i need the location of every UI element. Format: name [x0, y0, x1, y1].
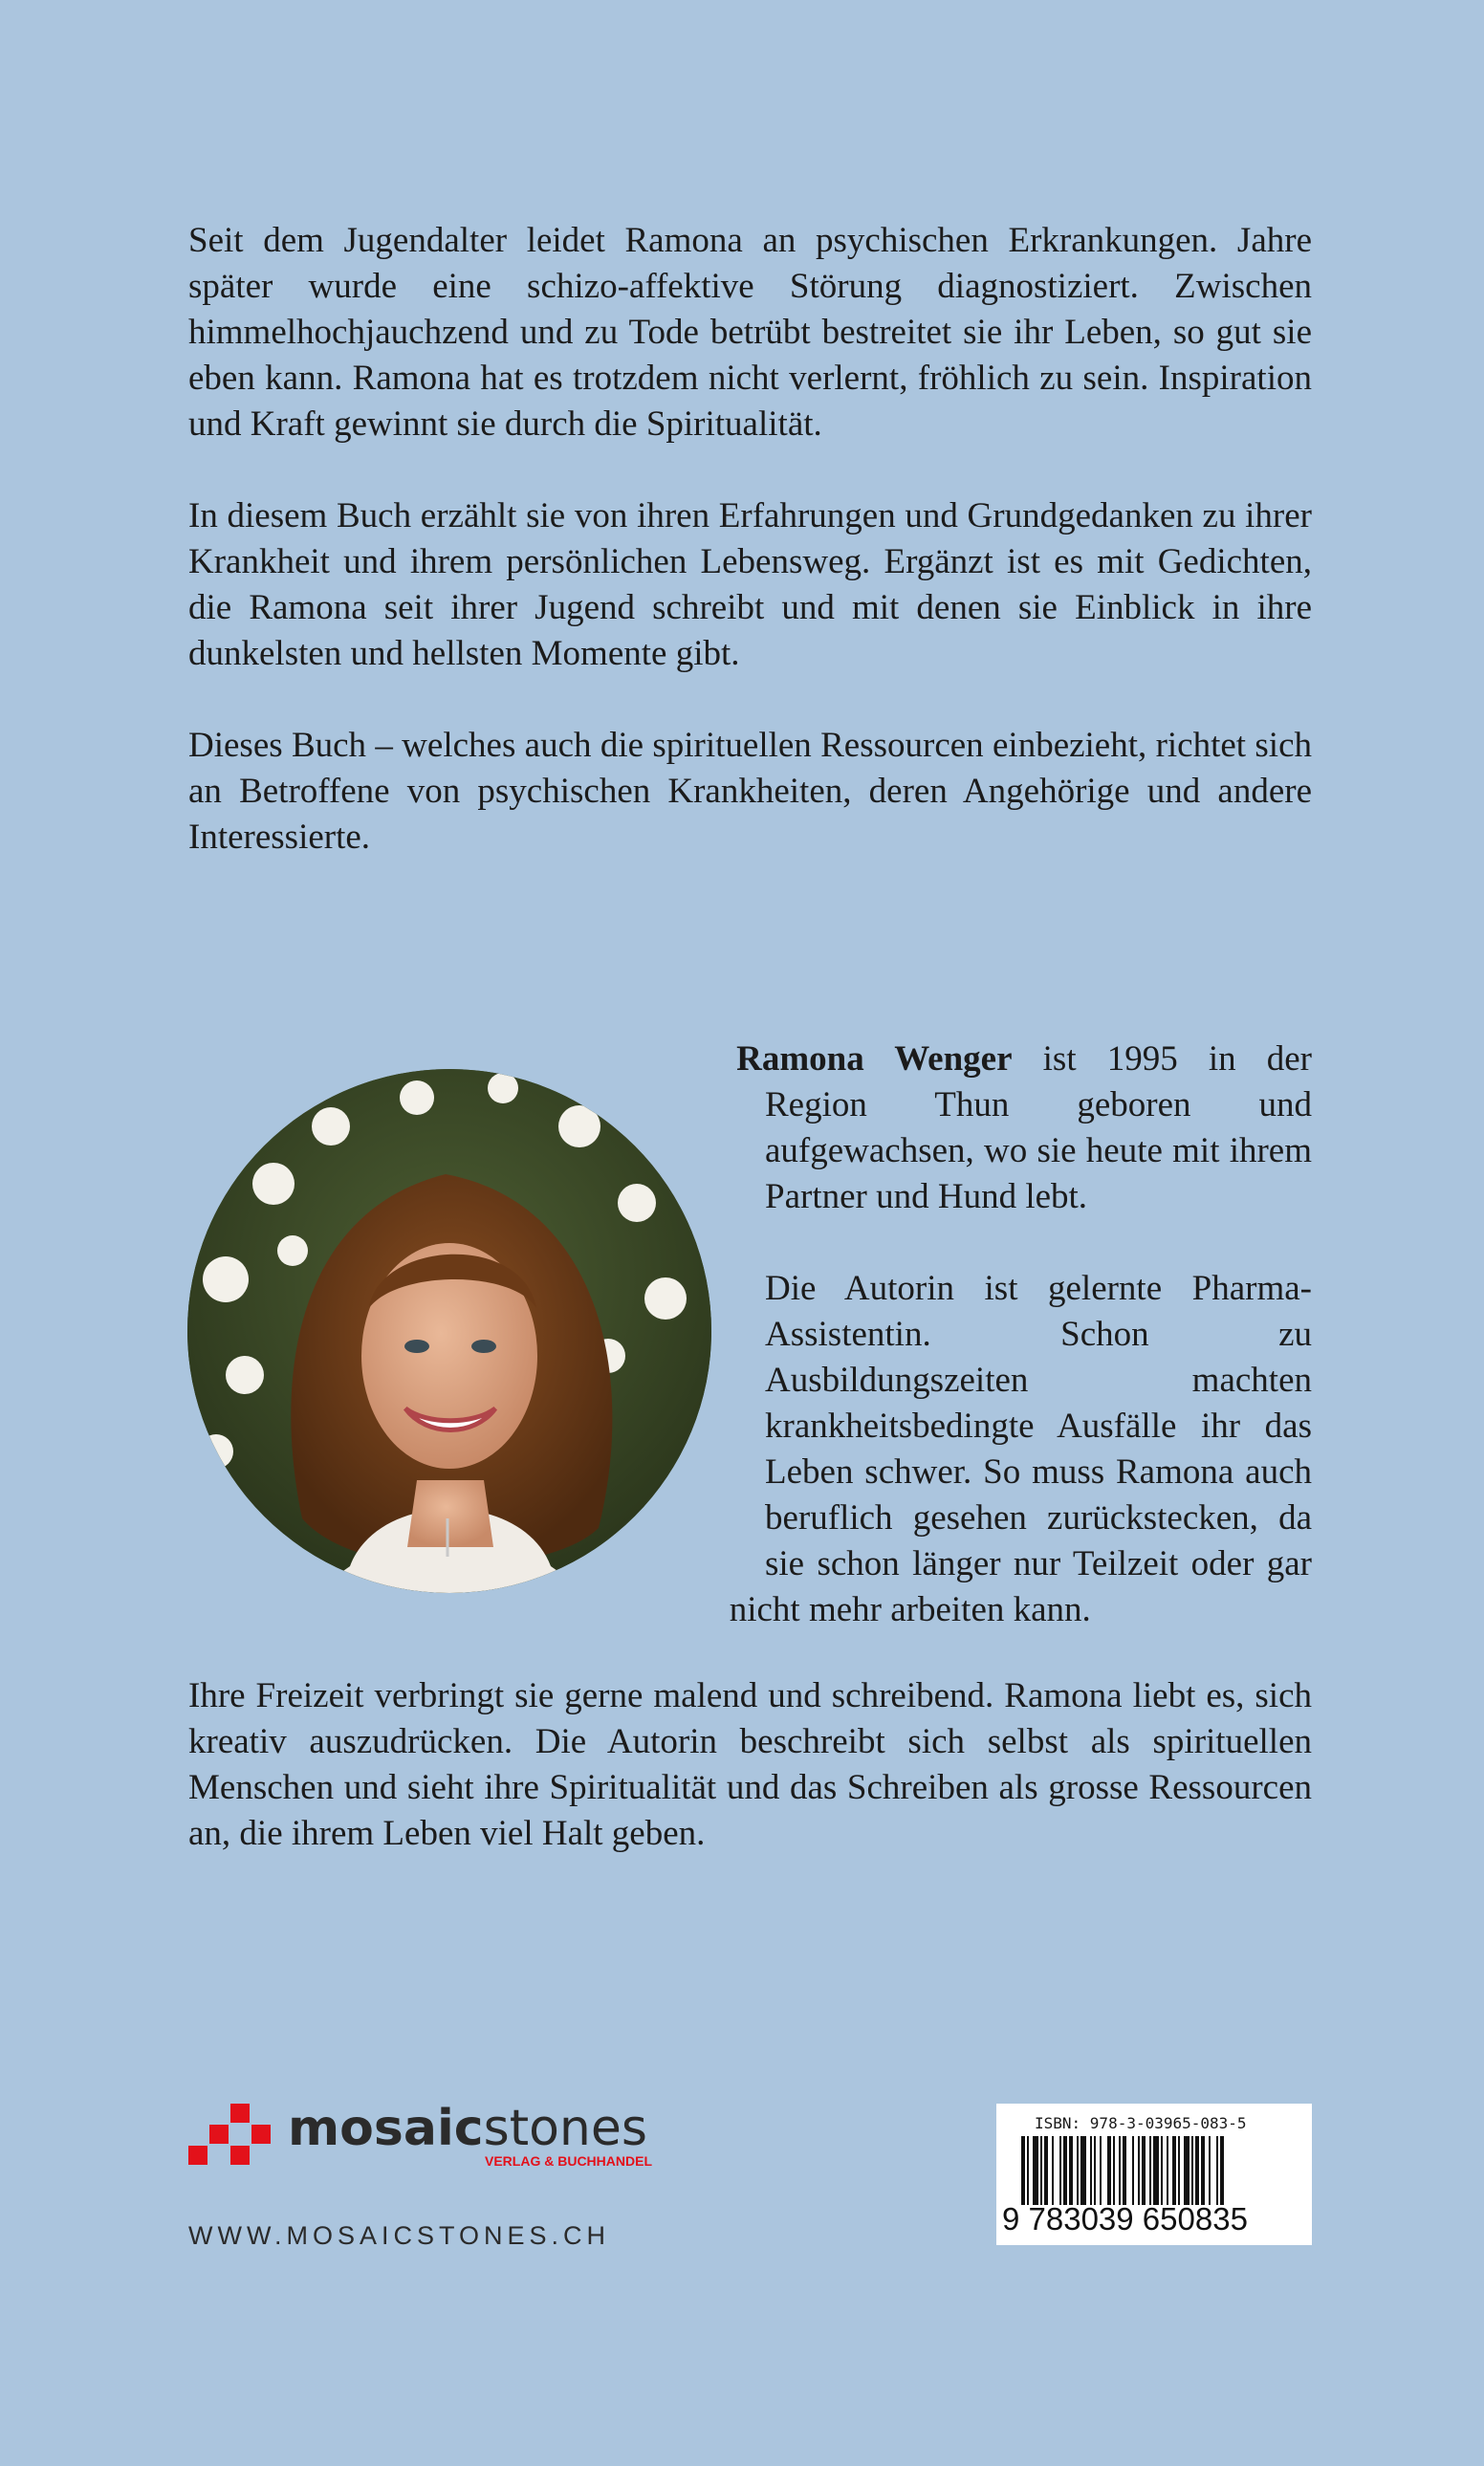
barcode-bar — [1161, 2136, 1163, 2205]
barcode-bar — [1195, 2136, 1199, 2205]
barcode-bar — [1191, 2136, 1193, 2205]
publisher-website: WWW.MOSAICSTONES.CH — [188, 2221, 611, 2250]
blurb-paragraph-3: Dieses Buch – welches auch die spirituellen Ressourcen einbezieht, richtet sich an Betroffene von psychischen Krankheiten, deren Angehörige und andere Interessierte. — [188, 726, 1312, 857]
barcode-bar — [1113, 2136, 1115, 2205]
barcode-bar — [1138, 2136, 1140, 2205]
barcode-bar — [1040, 2136, 1042, 2205]
barcode-bar — [1132, 2136, 1134, 2205]
author-bio-2: Die Autorin ist gelernte Pharma-Assistentin. Schon zu Ausbildungszeiten machten krankheitsbedingte Ausfälle ihr das Leben schwer. So muss Ramona auch beruflich gesehen zurückstecken, da sie schon länger nur Teilzeit oder gar nicht mehr arbeiten kann. — [729, 1269, 1312, 1629]
barcode-bar — [1100, 2136, 1102, 2205]
barcode-bar — [1149, 2136, 1151, 2205]
barcode-bar — [1220, 2136, 1224, 2205]
barcode-bar — [1209, 2136, 1211, 2205]
isbn-label: ISBN: 978-3-03965-083-5 — [1035, 2114, 1247, 2132]
barcode-bar — [1201, 2136, 1205, 2205]
barcode-bar — [1090, 2136, 1092, 2205]
barcode-bar — [1142, 2136, 1146, 2205]
barcode-bar — [1123, 2136, 1126, 2205]
barcode-bar — [1216, 2136, 1218, 2205]
barcode-bar — [1178, 2136, 1180, 2205]
barcode-bar — [1033, 2136, 1038, 2205]
publisher-logo — [188, 2100, 686, 2176]
isbn-barcode — [996, 2104, 1312, 2245]
barcode-bar — [1080, 2136, 1086, 2205]
blurb-text — [188, 218, 1312, 906]
barcode-bar — [1069, 2136, 1073, 2205]
barcode-bar — [1094, 2136, 1096, 2205]
author-bio-1: ist 1995 in der Region Thun geboren und aufgewachsen, wo sie heute mit ihrem Partner und Hund lebt. — [765, 1039, 1312, 1216]
barcode-bar — [1027, 2136, 1029, 2205]
barcode-bar — [1172, 2136, 1176, 2205]
publisher-wordmark-bold: mosaic — [288, 2100, 484, 2157]
bio-shape-spacer — [650, 1037, 765, 1629]
barcode-bar — [1119, 2136, 1121, 2205]
barcode-bar — [1052, 2136, 1054, 2205]
blurb-paragraph-2: In diesem Buch erzählt sie von ihren Erfahrungen und Grundgedanken zu ihrer Krankheit und ihrem persönlichen Lebensweg. Ergänzt ist es mit Gedichten, die Ramona seit ihrer Jugend schreibt und mit denen sie Einblick in ihre dunkelsten und hellsten Momente gibt. — [188, 496, 1312, 673]
barcode-bar — [1077, 2136, 1079, 2205]
barcode-bar — [1044, 2136, 1048, 2205]
publisher-wordmark — [288, 2100, 647, 2157]
publisher-logo-mark — [188, 2104, 274, 2167]
publisher-wordmark-light: stones — [483, 2100, 647, 2157]
barcode-bar — [1063, 2136, 1067, 2205]
author-name: Ramona Wenger — [736, 1039, 1013, 1079]
blurb-paragraph-1: Seit dem Jugendalter leidet Ramona an psychischen Erkrankungen. Jahre später wurde eine schizo-affektive Störung diagnostiziert. Zwischen himmelhochjauchzend und zu Tode betrübt bestreitet sie ihr Leben, so gut sie eben kann. Ramona hat es trotzdem nicht verlernt, fröhlich zu sein. Inspiration und Kraft gewinnt sie durch die Spiritualität. — [188, 221, 1312, 444]
author-bio — [650, 1037, 1312, 1629]
barcode-bar — [1021, 2136, 1025, 2205]
author-photo — [187, 1069, 711, 1593]
barcode-digits: 9 783039 650835 — [1002, 2201, 1248, 2237]
barcode-bar — [1107, 2136, 1111, 2205]
publisher-tagline: VERLAG & BUCHHANDEL — [485, 2153, 652, 2169]
barcode-bar — [1167, 2136, 1168, 2205]
barcode-bar — [1059, 2136, 1061, 2205]
barcode-bar — [1184, 2136, 1189, 2205]
barcode-bar — [1153, 2136, 1159, 2205]
author-hobby-text: Ihre Freizeit verbringt sie gerne malend und schreibend. Ramona liebt es, sich kreativ auszudrücken. Die Autorin beschreibt sich selbst als spirituellen Menschen und sieht ihre Spiritualität und das Schreiben als grosse Ressourcen an, die ihrem Leben viel Halt geben. — [188, 1676, 1312, 1853]
